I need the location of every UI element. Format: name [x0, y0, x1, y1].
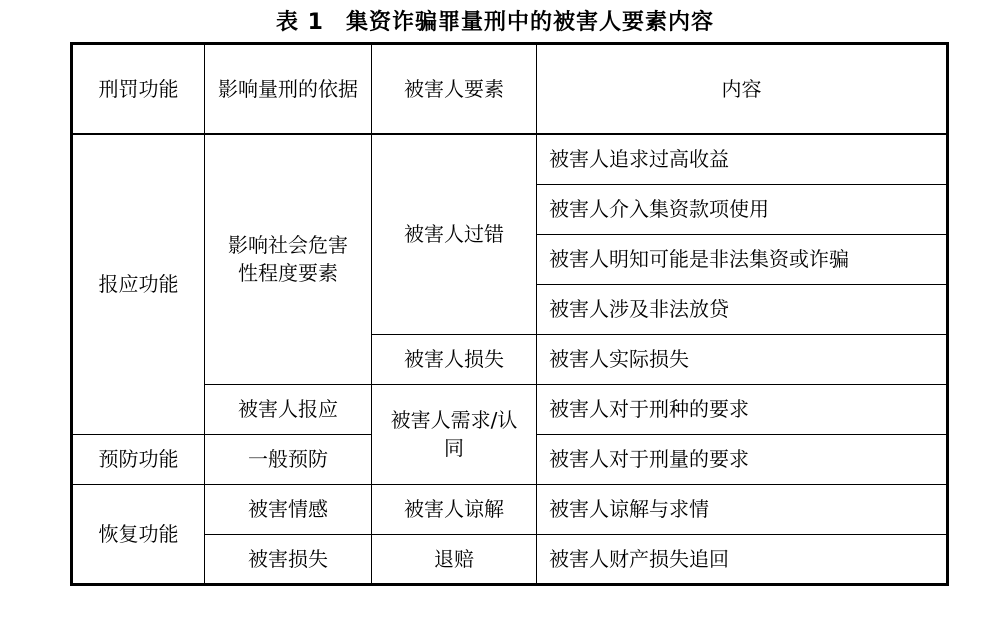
- basis-general-prevention: 一般预防: [205, 434, 372, 484]
- victim-elements-table: [70, 42, 949, 586]
- table-row: [72, 484, 948, 534]
- table-number: 表 1: [276, 9, 324, 35]
- content-cell: 被害人实际损失: [537, 334, 948, 384]
- function-retribution: 报应功能: [72, 134, 205, 434]
- content-cell: 被害人对于刑种的要求: [537, 384, 948, 434]
- table-caption: [0, 0, 990, 40]
- content-cell: 被害人涉及非法放贷: [537, 284, 948, 334]
- function-prevention: 预防功能: [72, 434, 205, 484]
- header-function: 刑罚功能: [72, 44, 205, 135]
- element-victim-loss: 被害人损失: [372, 334, 537, 384]
- element-victim-fault: 被害人过错: [372, 134, 537, 334]
- content-cell: 被害人财产损失追回: [537, 534, 948, 584]
- element-victim-forgiveness: 被害人谅解: [372, 484, 537, 534]
- content-cell: 被害人追求过高收益: [537, 134, 948, 184]
- table-title: 集资诈骗罪量刑中的被害人要素内容: [345, 9, 714, 35]
- header-element: 被害人要素: [372, 44, 537, 135]
- content-cell: 被害人谅解与求情: [537, 484, 948, 534]
- table-header-row: [72, 44, 948, 135]
- basis-victim-emotion: 被害情感: [205, 484, 372, 534]
- header-basis: 影响量刑的依据: [205, 44, 372, 135]
- basis-social-harm: 影响社会危害性程度要素: [205, 134, 372, 384]
- header-content: 内容: [537, 44, 948, 135]
- element-restitution: 退赔: [372, 534, 537, 584]
- element-victim-demand: 被害人需求/认同: [372, 384, 537, 484]
- function-recovery: 恢复功能: [72, 484, 205, 584]
- basis-victim-retribution: 被害人报应: [205, 384, 372, 434]
- basis-victim-loss: 被害损失: [205, 534, 372, 584]
- content-cell: 被害人对于刑量的要求: [537, 434, 948, 484]
- content-cell: 被害人明知可能是非法集资或诈骗: [537, 234, 948, 284]
- table-row: [72, 134, 948, 184]
- content-cell: 被害人介入集资款项使用: [537, 184, 948, 234]
